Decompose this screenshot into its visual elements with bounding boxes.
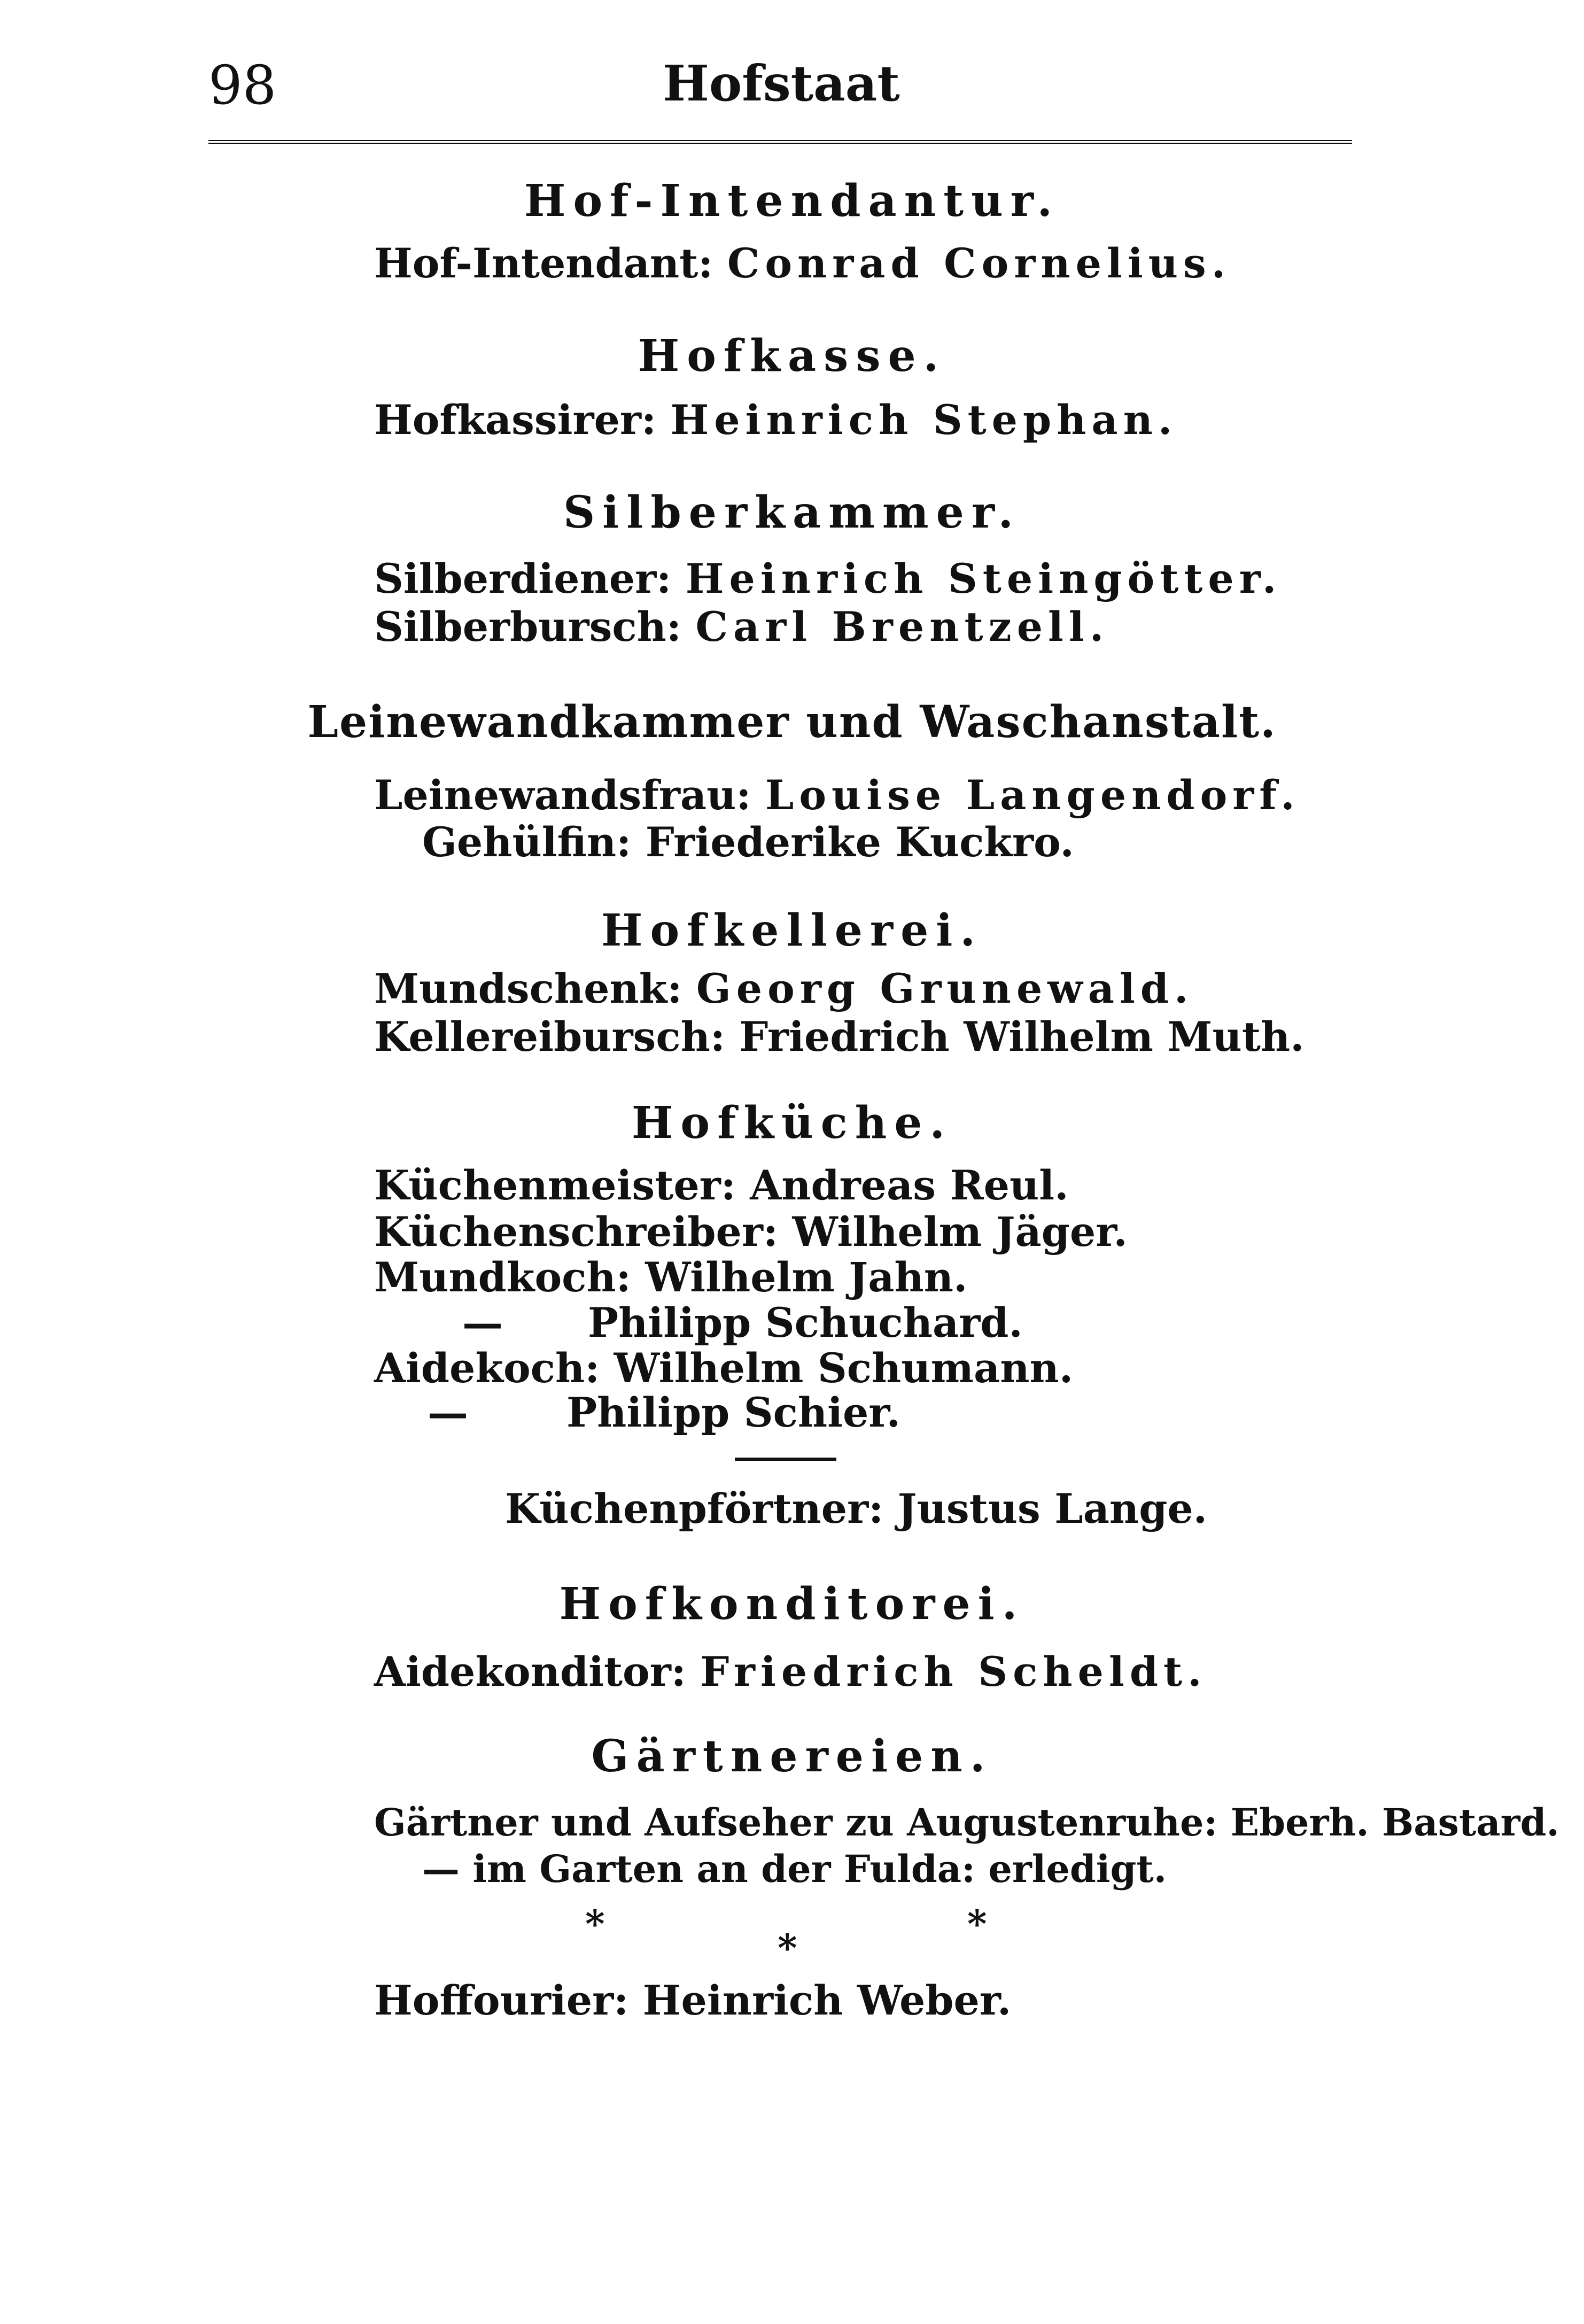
entry-label: Aidekoch: <box>374 1344 600 1392</box>
entry-line <box>374 771 1300 819</box>
page-number: 98 <box>208 54 277 117</box>
entry-name: Wilhelm Jäger. <box>792 1208 1128 1256</box>
entry-line <box>374 965 1194 1012</box>
entry-name: Wilhelm Jahn. <box>645 1253 968 1301</box>
entry-name: Wilhelm Schumann. <box>614 1344 1074 1392</box>
entry-label: Leinewandsfrau: <box>374 771 751 819</box>
section-title-hof-intendantur: Hof-Intendantur. <box>524 175 1060 227</box>
entry-line <box>374 1344 1074 1392</box>
entry-label: — im Garten an der Fulda: <box>422 1847 975 1891</box>
entry-line <box>422 818 1074 866</box>
entry-label: Gärtner und Aufseher zu Augustenruhe: <box>374 1800 1218 1845</box>
entry-name: Louise Langendorf. <box>765 771 1300 819</box>
entry-name: Heinrich Steingötter. <box>685 555 1282 602</box>
entry-label: Silberdiener: <box>374 555 672 602</box>
asterisk-ornament: * <box>585 1902 605 1946</box>
entry-name: erledigt. <box>988 1847 1167 1891</box>
entry-name: Andreas Reul. <box>750 1161 1069 1209</box>
entry-line <box>374 603 1109 650</box>
entry-name: Carl Brentzell. <box>695 603 1109 650</box>
entry-label: Aidekonditor: <box>374 1648 686 1695</box>
asterisk-ornament: * <box>967 1902 987 1946</box>
running-title: Hofstaat <box>663 55 900 112</box>
section-title-gaertnereien: Gärtnereien. <box>591 1731 993 1782</box>
entry-label: Küchenschreiber: <box>374 1208 778 1256</box>
entry-name: Heinrich Weber. <box>642 1977 1012 2024</box>
section-title-hofkueche: Hofküche. <box>631 1097 953 1149</box>
header-rule <box>208 140 1352 144</box>
entry-line <box>374 1977 1012 2024</box>
ditto-dash: — <box>462 1299 503 1346</box>
entry-label: Kellereibursch: <box>374 1013 725 1060</box>
section-title-leinewandkammer: Leinewandkammer und Waschanstalt. <box>307 696 1277 748</box>
entry-label: Küchenmeister: <box>374 1161 736 1209</box>
entry-line <box>374 555 1282 602</box>
entry-line <box>374 1161 1069 1209</box>
entry-name: Friedrich Wilhelm Muth. <box>739 1013 1305 1060</box>
entry-line <box>505 1485 1208 1532</box>
entry-line <box>374 396 1178 444</box>
entry-line <box>374 1013 1305 1060</box>
entry-name: Philipp Schier. <box>566 1389 900 1436</box>
entry-name: Heinrich Stephan. <box>670 396 1178 444</box>
entry-line <box>374 239 1231 287</box>
entry-name: Eberh. Bastard. <box>1230 1800 1559 1845</box>
section-title-silberkammer: Silberkammer. <box>563 487 1021 538</box>
ditto-dash: — <box>428 1389 468 1436</box>
entry-label: Hofkassirer: <box>374 396 657 444</box>
asterisk-ornament: * <box>778 1926 797 1970</box>
entry-label: Hoffourier: <box>374 1977 629 2024</box>
entry-label: Gehülfin: <box>422 818 632 866</box>
entry-line <box>374 1253 968 1301</box>
entry-name: Georg Grunewald. <box>696 965 1194 1012</box>
entry-line <box>422 1847 1167 1891</box>
section-title-hofkonditorei: Hofkonditorei. <box>559 1578 1025 1630</box>
section-title-hofkellerei: Hofkellerei. <box>601 905 983 956</box>
entry-label: Küchenpförtner: <box>505 1485 884 1532</box>
entry-name: Justus Lange. <box>897 1485 1208 1532</box>
entry-line <box>374 1208 1128 1256</box>
entry-label: Hof-Intendant: <box>374 239 713 287</box>
section-divider <box>735 1458 836 1461</box>
entry-label: Silberbursch: <box>374 603 681 650</box>
entry-name: Conrad Cornelius. <box>727 239 1231 287</box>
entry-line <box>374 1648 1207 1695</box>
entry-label: Mundkoch: <box>374 1253 631 1301</box>
entry-name: Friedrich Scheldt. <box>700 1648 1207 1695</box>
entry-line <box>374 1800 1559 1845</box>
entry-name: Philipp Schuchard. <box>588 1299 1023 1346</box>
section-title-hofkasse: Hofkasse. <box>638 330 946 382</box>
entry-label: Mundschenk: <box>374 965 682 1012</box>
entry-name: Friederike Kuckro. <box>645 818 1074 866</box>
